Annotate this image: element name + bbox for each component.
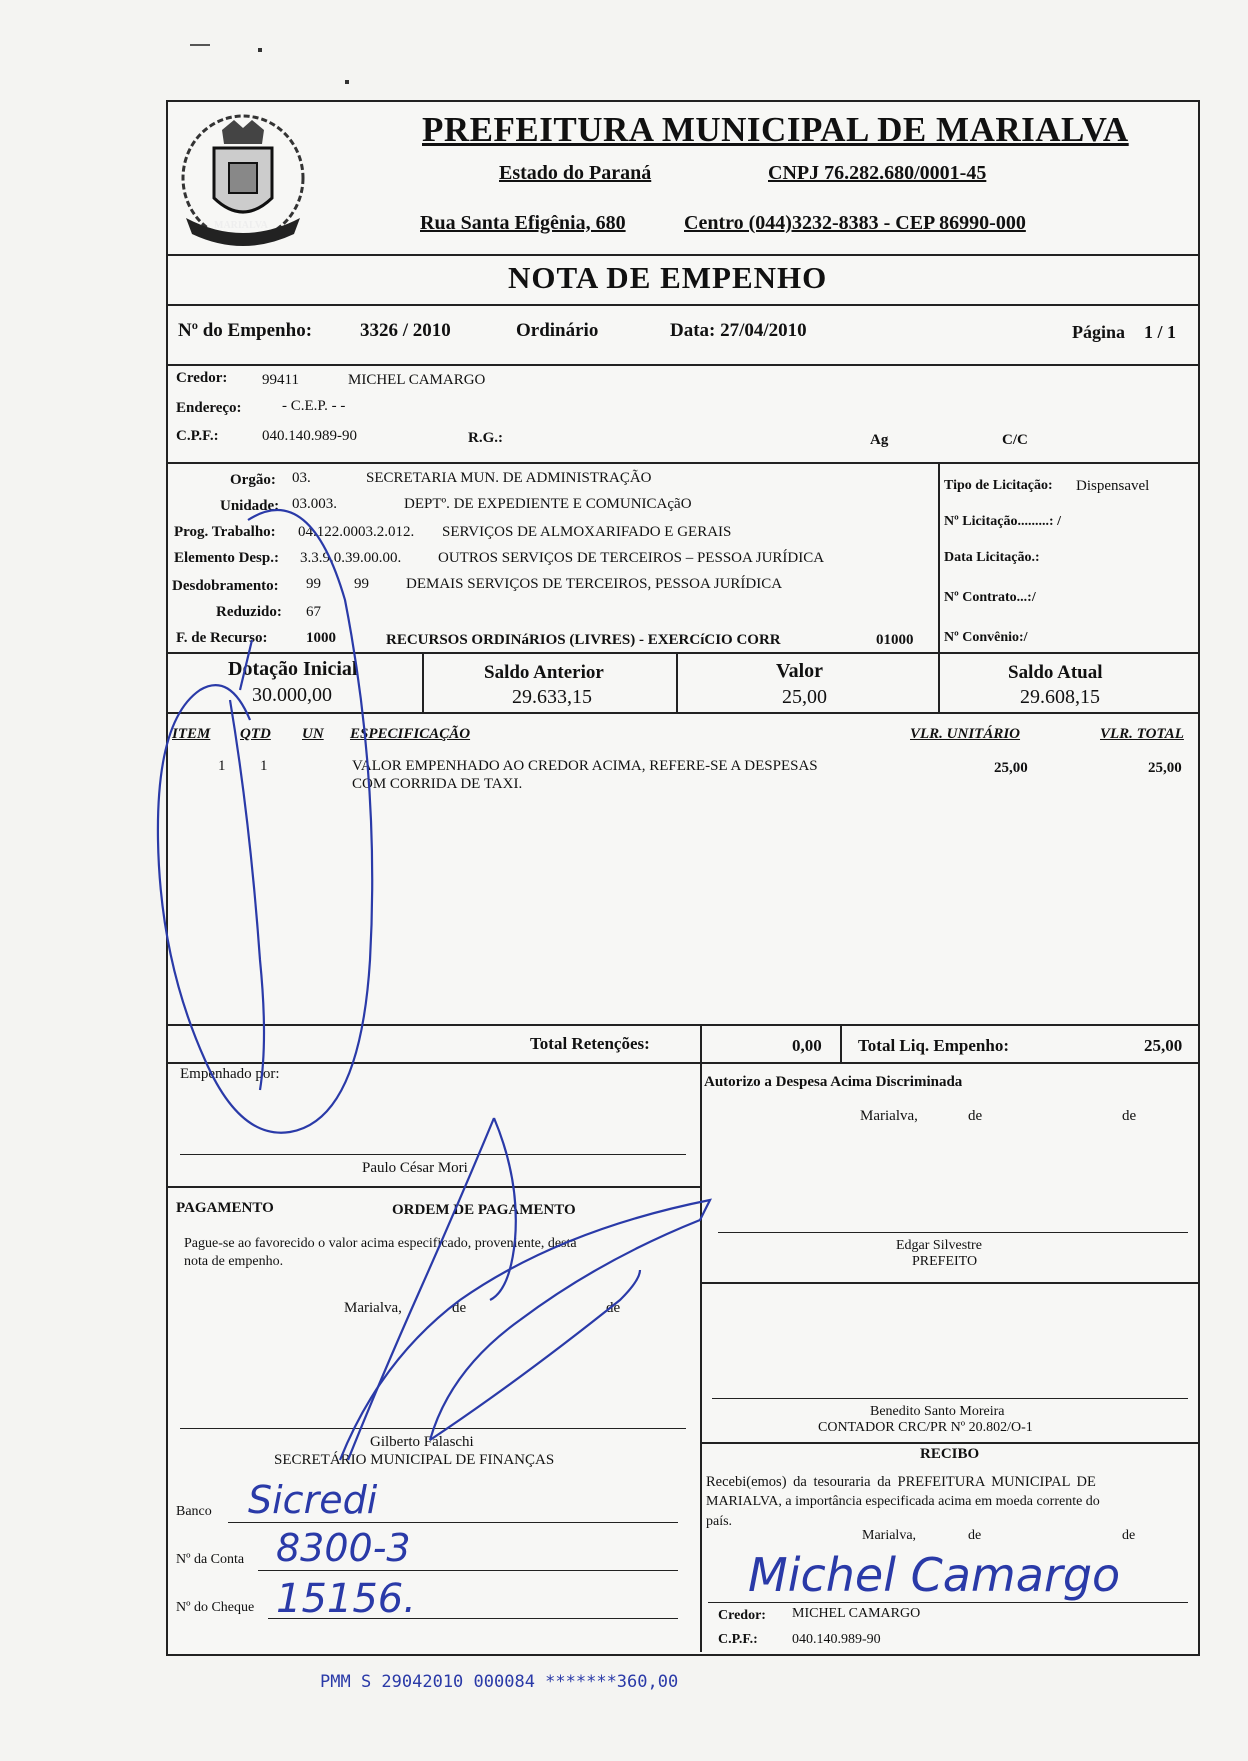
elemento-code: 3.3.9.0.39.00.00. bbox=[300, 550, 402, 566]
conta-line bbox=[258, 1570, 678, 1571]
pagamento-text-2: nota de empenho. bbox=[184, 1254, 284, 1269]
conta-handwritten: 8300-3 bbox=[276, 1526, 411, 1570]
recibo-de-1: de bbox=[968, 1528, 982, 1543]
dotacao-value: 30.000,00 bbox=[252, 684, 332, 706]
divider bbox=[700, 1024, 702, 1062]
divider bbox=[168, 1024, 1198, 1026]
autorizo-city: Marialva, bbox=[860, 1108, 918, 1124]
desdobramento-name: DEMAIS SERVIÇOS DE TERCEIROS, PESSOA JURÍDICA bbox=[406, 576, 783, 592]
divider bbox=[168, 712, 1198, 714]
signature-line bbox=[180, 1428, 686, 1429]
saldo-atual-label: Saldo Atual bbox=[1008, 662, 1103, 683]
nota-empenho-form bbox=[166, 100, 1200, 1656]
reduzido-label: Reduzido: bbox=[216, 604, 282, 620]
divider bbox=[676, 652, 678, 712]
municipality-title: PREFEITURA MUNICIPAL DE MARIALVA bbox=[422, 110, 1129, 149]
signature-line bbox=[708, 1602, 1188, 1603]
divider bbox=[168, 462, 1198, 464]
contador-name: Benedito Santo Moreira bbox=[870, 1404, 1005, 1419]
recibo-text-3: país. bbox=[706, 1514, 733, 1529]
divider bbox=[700, 1062, 702, 1652]
recurso-name: RECURSOS ORDINáRIOS (LIVRES) - EXERCíCIO CORR bbox=[386, 632, 781, 648]
banco-handwritten: Sicredi bbox=[248, 1478, 378, 1522]
saldo-atual-value: 29.608,15 bbox=[1020, 686, 1100, 708]
recurso-number: 01000 bbox=[876, 632, 914, 648]
recibo-cpf: 040.140.989-90 bbox=[792, 1632, 881, 1647]
credor-address: - C.E.P. - - bbox=[282, 398, 346, 414]
autorizo-label: Autorizo a Despesa Acima Discriminada bbox=[704, 1074, 963, 1090]
address: Rua Santa Efigênia, 680 bbox=[420, 212, 626, 234]
address-label: Endereço: bbox=[176, 400, 242, 416]
municipal-crest bbox=[174, 108, 312, 248]
saldo-anterior-value: 29.633,15 bbox=[512, 686, 592, 708]
crest-text: MARIALVA bbox=[214, 220, 268, 231]
scan-mark bbox=[258, 48, 262, 52]
credor-name: MICHEL CAMARGO bbox=[348, 372, 486, 388]
signature-line bbox=[180, 1154, 686, 1155]
cc-label: C/C bbox=[1002, 432, 1028, 448]
scan-mark bbox=[345, 80, 349, 84]
recibo-credor-name: MICHEL CAMARGO bbox=[792, 1606, 921, 1621]
col-un: UN bbox=[302, 726, 324, 742]
secretario-role: SECRETÁRIO MUNICIPAL DE FINANÇAS bbox=[274, 1452, 555, 1468]
ordem-pagamento: ORDEM DE PAGAMENTO bbox=[392, 1202, 576, 1218]
divider bbox=[168, 652, 1198, 654]
pagamento-label: PAGAMENTO bbox=[176, 1200, 274, 1216]
divider bbox=[422, 652, 424, 712]
credor-signature: Michel Camargo bbox=[748, 1548, 1121, 1602]
item-desc-line2: COM CORRIDA DE TAXI. bbox=[352, 776, 523, 792]
prog-label: Prog. Trabalho: bbox=[174, 524, 276, 540]
pagamento-text-1: Pague-se ao favorecido o valor acima especificado, proveniente, desta bbox=[184, 1236, 577, 1251]
col-vlr-total: VLR. TOTAL bbox=[1100, 726, 1184, 742]
unidade-code: 03.003. bbox=[292, 496, 337, 512]
prefeito-name: Edgar Silvestre bbox=[896, 1238, 982, 1253]
prog-name: SERVIÇOS DE ALMOXARIFADO E GERAIS bbox=[442, 524, 732, 540]
rg-label: R.G.: bbox=[468, 430, 503, 446]
col-qtd: QTD bbox=[240, 726, 271, 742]
empenho-number: 3326 / 2010 bbox=[360, 320, 451, 341]
divider bbox=[168, 254, 1198, 256]
divider bbox=[168, 1062, 1198, 1064]
divider bbox=[938, 462, 940, 652]
page-number: 1 / 1 bbox=[1144, 322, 1177, 342]
banco-line bbox=[228, 1522, 678, 1523]
col-item: ITEM bbox=[172, 726, 211, 742]
conta-label: Nº da Conta bbox=[176, 1552, 245, 1567]
recibo-city: Marialva, bbox=[862, 1528, 917, 1543]
elemento-label: Elemento Desp.: bbox=[174, 550, 279, 566]
divider bbox=[938, 652, 940, 712]
empenhado-label: Empenhado por: bbox=[180, 1066, 280, 1082]
numero-convenio: Nº Convênio:/ bbox=[944, 630, 1028, 645]
table-row bbox=[168, 754, 1198, 814]
payment-stamp: PMM S 29042010 000084 *******360,00 bbox=[320, 1672, 679, 1692]
data-licitacao: Data Licitação.: bbox=[944, 550, 1040, 565]
document-title: NOTA DE EMPENHO bbox=[508, 260, 828, 295]
numero-contrato: Nº Contrato...:/ bbox=[944, 590, 1036, 605]
desdobramento-code: 99 bbox=[306, 576, 321, 592]
page-label: Página bbox=[1072, 322, 1126, 342]
recibo-text-1: Recebi(emos) da tesouraria da PREFEITURA MUNICIPAL DE bbox=[706, 1474, 1096, 1490]
recurso-label: F. de Recurso: bbox=[176, 630, 268, 646]
item-desc-line1: VALOR EMPENHADO AO CREDOR ACIMA, REFERE-SE A DESPESAS bbox=[352, 758, 818, 774]
credor-cpf: 040.140.989-90 bbox=[262, 428, 357, 444]
tipo-licitacao-label: Tipo de Licitação: bbox=[944, 478, 1053, 493]
col-especificacao: ESPECIFICAÇÃO bbox=[350, 726, 471, 742]
orgao-label: Orgão: bbox=[230, 472, 276, 488]
divider bbox=[168, 1186, 700, 1188]
ag-label: Ag bbox=[870, 432, 889, 448]
divider bbox=[700, 1442, 1198, 1444]
recurso-code: 1000 bbox=[306, 630, 336, 646]
divider bbox=[840, 1024, 842, 1062]
autorizo-de-2: de bbox=[1122, 1108, 1137, 1124]
desdobramento-code-2: 99 bbox=[354, 576, 369, 592]
elemento-name: OUTROS SERVIÇOS DE TERCEIROS – PESSOA JURÍDICA bbox=[438, 550, 825, 566]
prefeito-role: PREFEITO bbox=[912, 1254, 978, 1269]
numero-licitacao: Nº Licitação.........: / bbox=[944, 514, 1061, 529]
pagamento-city: Marialva, bbox=[344, 1300, 402, 1316]
total-liquido-value: 25,00 bbox=[1144, 1036, 1183, 1055]
item-qtd: 1 bbox=[260, 758, 268, 774]
empenho-date: Data: 27/04/2010 bbox=[670, 320, 807, 341]
recibo-text-2: MARIALVA, a importância especificada acima em moeda corrente do bbox=[706, 1494, 1100, 1509]
unidade-label: Unidade: bbox=[220, 498, 280, 514]
autorizo-de-1: de bbox=[968, 1108, 983, 1124]
col-vlr-unitario: VLR. UNITÁRIO bbox=[910, 726, 1021, 742]
valor-label: Valor bbox=[776, 660, 824, 682]
empenhado-name: Paulo César Mori bbox=[362, 1160, 468, 1176]
item-unit-value: 25,00 bbox=[994, 760, 1028, 776]
recibo-cpf-label: C.P.F.: bbox=[718, 1632, 758, 1647]
contact-info: Centro (044)3232-8383 - CEP 86990-000 bbox=[684, 212, 1026, 234]
orgao-name: SECRETARIA MUN. DE ADMINISTRAÇÃO bbox=[366, 470, 652, 486]
state-name: Estado do Paraná bbox=[499, 162, 652, 184]
divider bbox=[700, 1282, 1198, 1284]
empenho-label: Nº do Empenho: bbox=[178, 320, 313, 341]
recibo-de-2: de bbox=[1122, 1528, 1136, 1543]
item-total-value: 25,00 bbox=[1148, 760, 1182, 776]
cheque-label: Nº do Cheque bbox=[176, 1600, 255, 1615]
recibo-credor-label: Credor: bbox=[718, 1608, 766, 1623]
credor-code: 99411 bbox=[262, 372, 299, 388]
signature-line bbox=[712, 1398, 1188, 1399]
recibo-title: RECIBO bbox=[920, 1446, 980, 1462]
banco-label: Banco bbox=[176, 1504, 212, 1519]
cheque-handwritten: 15156. bbox=[276, 1576, 416, 1622]
dotacao-label: Dotação Inicial bbox=[228, 658, 358, 680]
total-retencoes-value: 0,00 bbox=[792, 1036, 822, 1055]
valor-value: 25,00 bbox=[782, 686, 827, 708]
scan-mark bbox=[190, 44, 210, 46]
contador-role: CONTADOR CRC/PR Nº 20.802/O-1 bbox=[818, 1420, 1033, 1435]
divider bbox=[168, 364, 1198, 366]
desdobramento-label: Desdobramento: bbox=[172, 578, 279, 594]
unidade-name: DEPTº. DE EXPEDIENTE E COMUNICAçãO bbox=[404, 496, 692, 512]
reduzido-value: 67 bbox=[306, 604, 321, 620]
total-retencoes-label: Total Retenções: bbox=[530, 1034, 650, 1053]
signature-line bbox=[718, 1232, 1188, 1233]
tipo-licitacao: Dispensavel bbox=[1076, 478, 1150, 494]
credor-label: Credor: bbox=[176, 370, 228, 386]
cnpj: CNPJ 76.282.680/0001-45 bbox=[768, 162, 987, 184]
secretario-name: Gilberto Falaschi bbox=[370, 1434, 474, 1450]
empenho-type: Ordinário bbox=[516, 320, 599, 341]
item-number: 1 bbox=[218, 758, 226, 774]
orgao-code: 03. bbox=[292, 470, 311, 486]
cpf-label: C.P.F.: bbox=[176, 428, 219, 444]
saldo-anterior-label: Saldo Anterior bbox=[484, 662, 604, 683]
prog-code: 04.122.0003.2.012. bbox=[298, 524, 415, 540]
total-liquido-label: Total Liq. Empenho: bbox=[858, 1036, 1009, 1055]
pagamento-de-2: de bbox=[606, 1300, 621, 1316]
divider bbox=[168, 304, 1198, 306]
pagamento-de-1: de bbox=[452, 1300, 467, 1316]
